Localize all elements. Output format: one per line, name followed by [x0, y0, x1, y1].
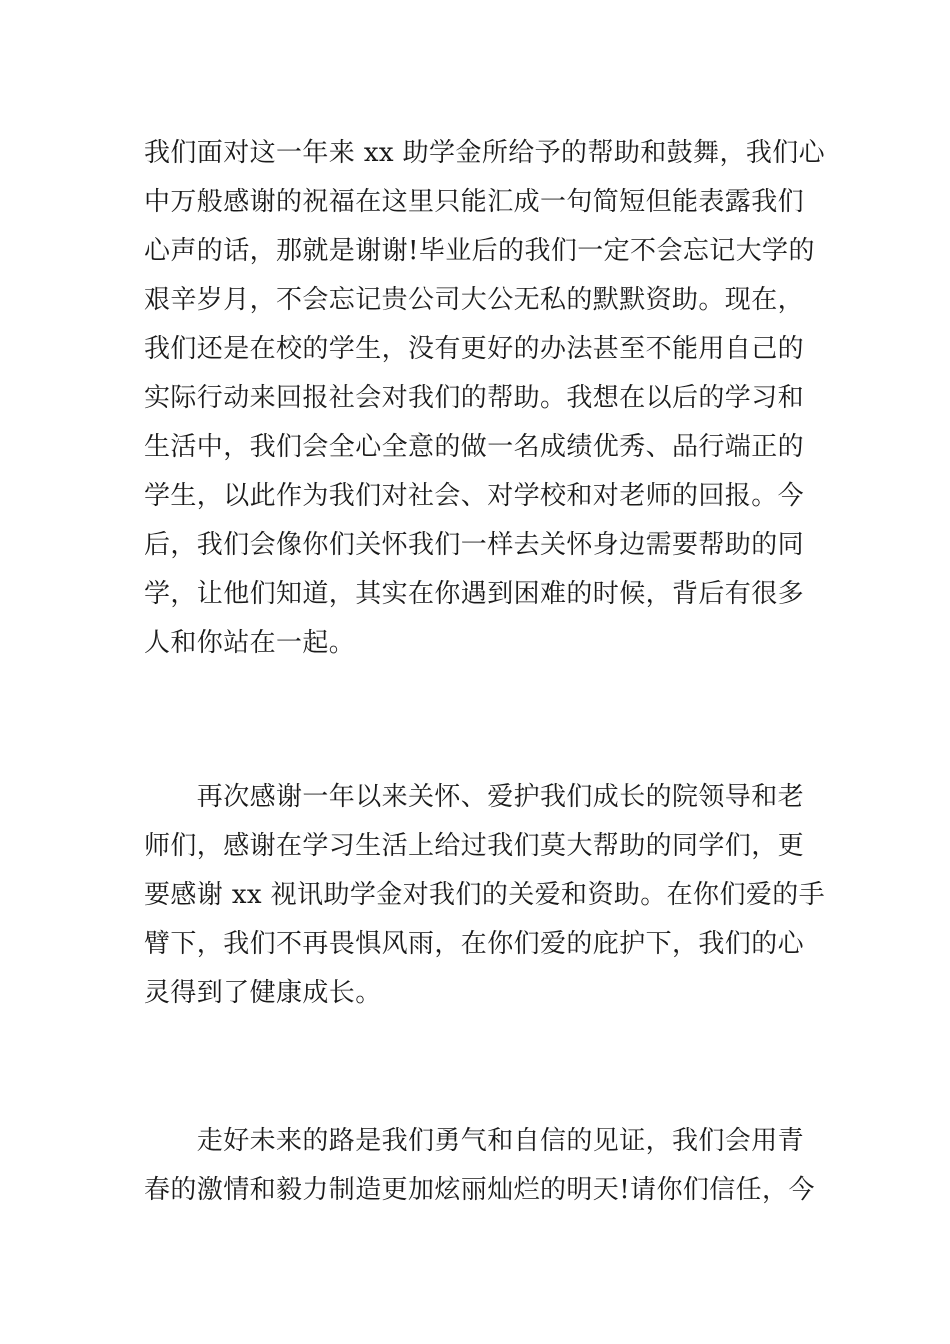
text-line: 春的激情和毅力制造更加炫丽灿烂的明天!请你们信任，今 [144, 1175, 815, 1205]
text-line: 走好未来的路是我们勇气和自信的见证，我们会用青 [144, 1126, 805, 1156]
text-line: 后，我们会像你们关怀我们一样去关怀身边需要帮助的同 [144, 530, 805, 560]
text-line: 学，让他们知道，其实在你遇到困难的时候，背后有很多 [144, 579, 805, 609]
text-line: 人和你站在一起。 [144, 628, 356, 658]
paragraph-future [144, 1117, 815, 1215]
text-line: 生活中，我们会全心全意的做一名成绩优秀、品行端正的 [144, 432, 805, 462]
text-line: 心声的话，那就是谢谢!毕业后的我们一定不会忘记大学的 [144, 236, 815, 266]
text-line: 我们还是在校的学生，没有更好的办法甚至不能用自己的 [144, 334, 805, 364]
text-line: 臂下，我们不再畏惧风雨，在你们爱的庇护下，我们的心 [144, 929, 805, 959]
text-line: 再次感谢一年以来关怀、爱护我们成长的院领导和老 [144, 782, 805, 812]
text-line: 中万般感谢的祝福在这里只能汇成一句简短但能表露我们 [144, 187, 805, 217]
paragraph-thanks-again [144, 773, 826, 1018]
paragraph-gratitude [144, 129, 826, 668]
text-line: 艰辛岁月，不会忘记贵公司大公无私的默默资助。现在， [144, 285, 805, 315]
text-line: 实际行动来回报社会对我们的帮助。我想在以后的学习和 [144, 383, 805, 413]
text-line: 灵得到了健康成长。 [144, 978, 382, 1008]
text-line: 学生，以此作为我们对社会、对学校和对老师的回报。今 [144, 481, 805, 511]
text-line: 我们面对这一年来 xx 助学金所给予的帮助和鼓舞，我们心 [144, 138, 826, 168]
text-line: 师们，感谢在学习生活上给过我们莫大帮助的同学们，更 [144, 831, 805, 861]
text-line: 要感谢 xx 视讯助学金对我们的关爱和资助。在你们爱的手 [144, 880, 826, 910]
